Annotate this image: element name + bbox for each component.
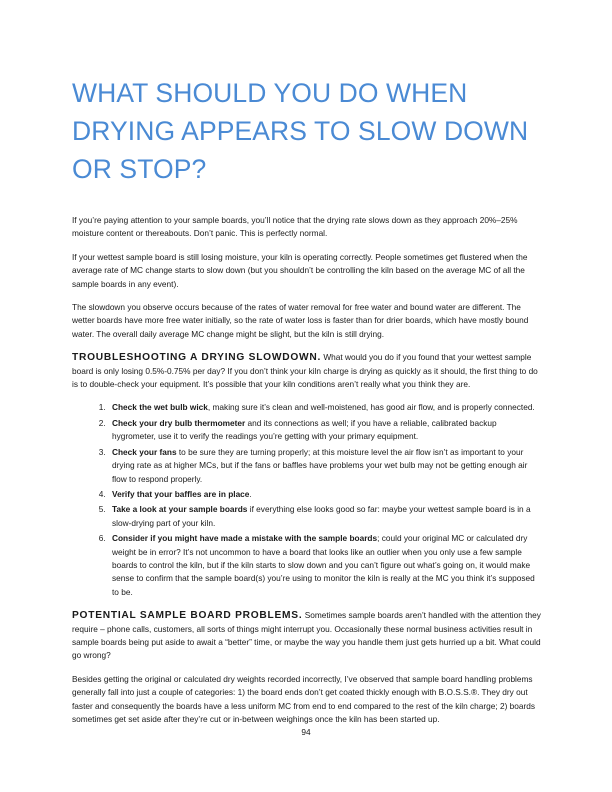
checklist-item-text: and its connections as well; if you have a reliable, calibrated backup hygrometer, use it to verify the readings you’re getting with your primary equipment. — [112, 417, 497, 442]
checklist-item-lead: Check your fans — [112, 446, 177, 457]
problems-paragraph — [72, 609, 542, 663]
problems-text: Sometimes sample boards aren’t handled with the attention they require – phone calls, customers, all sorts of things might interrupt you. Occasionally these normal business activities result in sample boards being put aside to await a “better” time, or maybe the way you handle them just gets hurried up a bit. What could go wrong? — [72, 610, 541, 661]
checklist-item — [108, 532, 542, 599]
page-title: WHAT SHOULD YOU DO WHEN DRYING APPEARS TO SLOW DOWN OR STOP? — [72, 78, 529, 184]
troubleshooting-heading: TROUBLESHOOTING A DRYING SLOWDOWN. — [72, 352, 322, 364]
checklist-item-text: to be sure they are turning properly; at this moisture level the air flow isn’t as important to your drying rate as at higher MCs, but if the fans or baffles have problems your wet bulb may not be getting enough air flow to respond properly. — [112, 446, 528, 484]
checklist-item-lead: Check the wet bulb wick — [112, 402, 208, 413]
intro-paragraph-2: If your wettest sample board is still losing moisture, your kiln is operating correctly. People sometimes get flustered when the average rate of MC change starts to slow down (but you shouldn’t be controlling the kiln based on the average MC of all the sample boards in any event). — [72, 251, 528, 289]
checklist-item-text: if everything else looks good so far: maybe your wettest sample board is in a slow-drying part of your kiln. — [112, 504, 531, 528]
checklist-item-text: , making sure it’s clean and well-moistened, has good air flow, and is properly connected. — [207, 402, 535, 413]
page-content — [72, 74, 542, 736]
checklist-item — [108, 488, 542, 501]
problems-heading: POTENTIAL SAMPLE BOARD PROBLEMS. — [72, 610, 303, 622]
checklist-item-lead: Verify that your baffles are in place — [112, 488, 250, 499]
checklist-item — [108, 401, 542, 414]
checklist-item — [108, 446, 542, 486]
checklist-item-lead: Check your dry bulb thermometer — [112, 417, 246, 428]
troubleshooting-text: What would you do if you found that your wettest sample board is only losing 0.5%-0.75% per day? If you don’t think your kiln charge is drying as quickly as it should, the first thing to do is to double-check your equipment. It’s possible that your kiln conditions aren’t really what you think they are. — [72, 352, 538, 390]
checklist-item — [108, 417, 542, 444]
checklist-item-lead: Take a look at your sample boards — [112, 504, 248, 515]
checklist-item — [108, 503, 542, 530]
intro-paragraph-3: The slowdown you observe occurs because of the rates of water removal for free water and bound water are different. The wetter boards have more free water initially, so the rate of water loss is faster than for drier boards, which have mostly bound water. The overall daily average MC change might be slight, but the kiln is still drying. — [72, 302, 529, 339]
problems-final-paragraph: Besides getting the original or calculated dry weights recorded incorrectly, I’ve observed that sample board handling problems generally fall into just a couple of categories: 1) the board ends don’t get coated thickly enough with B.O.S.S.®. They dry out faster and consequently the boards have a less uniform MC from end to end compared to the rest of the kiln charge; 2) boards sometimes get set aside after they’re cut or in-between weighings once the kiln has been started up. — [72, 673, 536, 724]
checklist-item-lead: Consider if you might have made a mistake with the sample boards — [112, 533, 378, 544]
intro-paragraph-1: If you’re paying attention to your sample boards, you’ll notice that the drying rate slows down as they approach 20%–25% moisture content or thereabouts. Don’t panic. This is perfectly normal. — [72, 215, 518, 239]
troubleshooting-paragraph — [72, 351, 542, 391]
checklist-item-text: . — [249, 488, 252, 499]
page-number: 94 — [301, 727, 311, 737]
checklist — [72, 401, 542, 599]
checklist-item-text: ; could your original MC or calculated dry weight be in error? It’s not uncommon to have a board that looks like an outlier when you only use a few sample boards to control the kiln, but if the kiln starts to slow down and you can’t figure out what’s going on, it would make sense to confirm that the sample board(s) you’re using to monitor the kiln is really at the MC you think it’s supposed to be. — [112, 533, 535, 597]
